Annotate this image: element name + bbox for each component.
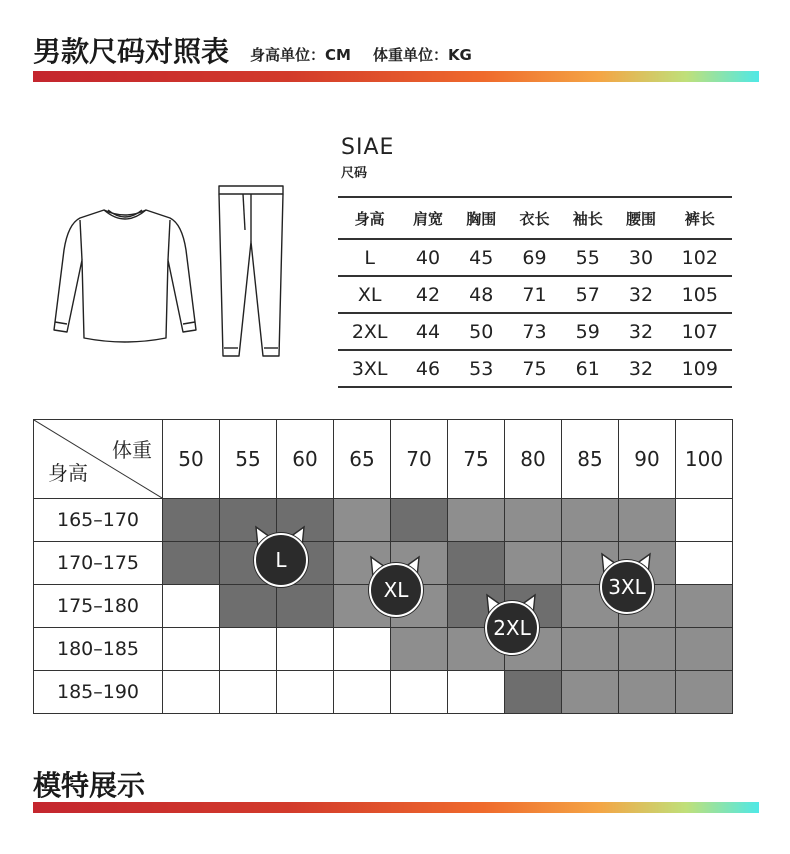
grid-cell: [334, 628, 391, 671]
weight-header: 75: [448, 420, 505, 499]
grid-cell: [163, 542, 220, 585]
size-cell: L: [338, 239, 401, 276]
weight-header: 90: [619, 420, 676, 499]
grid-cell: [334, 499, 391, 542]
value-cell: 109: [668, 350, 732, 387]
height-label: 185–190: [34, 671, 163, 714]
value-cell: 53: [455, 350, 508, 387]
weight-header: 65: [334, 420, 391, 499]
section-title: 模特展示: [33, 769, 146, 802]
grid-cell: [163, 671, 220, 714]
grid-cell: [619, 499, 676, 542]
size-badge-xl: [367, 555, 427, 615]
size-cell: 3XL: [338, 350, 401, 387]
size-badge-3xl: [598, 552, 658, 612]
grid-cell: [391, 671, 448, 714]
header-cell: 肩宽: [401, 197, 454, 239]
weight-header: 80: [505, 420, 562, 499]
grid-cell: [277, 628, 334, 671]
value-cell: 46: [401, 350, 454, 387]
height-label: 165–170: [34, 499, 163, 542]
value-cell: 73: [508, 313, 561, 350]
value-cell: 59: [561, 313, 614, 350]
grid-cell: [448, 671, 505, 714]
size-table-header: [338, 197, 732, 239]
grid-cell: [448, 542, 505, 585]
value-cell: 57: [561, 276, 614, 313]
grid-cell: [163, 628, 220, 671]
size-badge-l: [252, 525, 312, 585]
value-cell: 32: [614, 313, 667, 350]
grid-row: [34, 628, 733, 671]
table-row: [338, 239, 732, 276]
grid-row: [34, 499, 733, 542]
height-axis-label: 身高: [48, 461, 88, 485]
badge-label: 2XL: [493, 616, 531, 640]
weight-unit: 体重单位：KG: [372, 46, 472, 64]
header-gradient-bar: [33, 71, 759, 82]
section-gradient-bar: [33, 802, 759, 813]
grid-cell: [676, 499, 733, 542]
header-cell: 胸围: [455, 197, 508, 239]
grid-corner-cell: [34, 420, 163, 499]
table-row: [338, 350, 732, 387]
header-cell: 袖长: [561, 197, 614, 239]
value-cell: 71: [508, 276, 561, 313]
value-cell: 69: [508, 239, 561, 276]
table-row: [338, 313, 732, 350]
grid-cell: [163, 585, 220, 628]
height-label: 180–185: [34, 628, 163, 671]
weight-header: 85: [562, 420, 619, 499]
grid-cell: [619, 628, 676, 671]
badge-label: XL: [383, 578, 409, 602]
table-row: [338, 276, 732, 313]
value-cell: 32: [614, 350, 667, 387]
grid-cell: [220, 628, 277, 671]
grid-cell: [676, 628, 733, 671]
grid-cell: [562, 671, 619, 714]
weight-header: 55: [220, 420, 277, 499]
header-cell: 腰围: [614, 197, 667, 239]
grid-cell: [391, 499, 448, 542]
badge-label: L: [275, 548, 287, 572]
shirt-illustration-icon: [50, 180, 200, 350]
value-cell: 44: [401, 313, 454, 350]
brand-subtitle: 尺码: [341, 166, 368, 181]
page-title: 男款尺码对照表: [33, 35, 230, 68]
grid-cell: [505, 542, 562, 585]
height-label: 175–180: [34, 585, 163, 628]
value-cell: 50: [455, 313, 508, 350]
value-cell: 40: [401, 239, 454, 276]
badge-label: 3XL: [608, 575, 646, 599]
weight-header: 70: [391, 420, 448, 499]
height-unit: 身高单位：CM: [250, 46, 351, 64]
header-cell: 衣长: [508, 197, 561, 239]
weight-header: 50: [163, 420, 220, 499]
unit-note: [250, 44, 494, 65]
value-cell: 32: [614, 276, 667, 313]
size-cell: XL: [338, 276, 401, 313]
grid-cell: [220, 585, 277, 628]
value-cell: 55: [561, 239, 614, 276]
grid-cell: [505, 671, 562, 714]
value-cell: 45: [455, 239, 508, 276]
weight-header: 60: [277, 420, 334, 499]
value-cell: 42: [401, 276, 454, 313]
size-badge-2xl: [483, 593, 543, 653]
value-cell: 75: [508, 350, 561, 387]
size-cell: 2XL: [338, 313, 401, 350]
grid-cell: [676, 671, 733, 714]
header-cell: 裤长: [668, 197, 732, 239]
brand-name: SIAE: [341, 135, 395, 160]
grid-cell: [562, 499, 619, 542]
size-table: [338, 196, 732, 388]
grid-cell: [334, 671, 391, 714]
grid-cell: [619, 671, 676, 714]
grid-cell: [676, 585, 733, 628]
value-cell: 105: [668, 276, 732, 313]
grid-cell: [562, 628, 619, 671]
value-cell: 48: [455, 276, 508, 313]
weight-header: 100: [676, 420, 733, 499]
value-cell: 30: [614, 239, 667, 276]
value-cell: 102: [668, 239, 732, 276]
height-label: 170–175: [34, 542, 163, 585]
value-cell: 61: [561, 350, 614, 387]
grid-cell: [277, 585, 334, 628]
grid-cell: [277, 671, 334, 714]
weight-axis-label: 体重: [112, 438, 152, 462]
header-cell: 身高: [338, 197, 401, 239]
grid-cell: [391, 628, 448, 671]
grid-cell: [676, 542, 733, 585]
grid-cell: [163, 499, 220, 542]
grid-cell: [505, 499, 562, 542]
pants-illustration-icon: [215, 180, 290, 370]
grid-row: [34, 671, 733, 714]
grid-cell: [220, 671, 277, 714]
value-cell: 107: [668, 313, 732, 350]
grid-cell: [448, 499, 505, 542]
